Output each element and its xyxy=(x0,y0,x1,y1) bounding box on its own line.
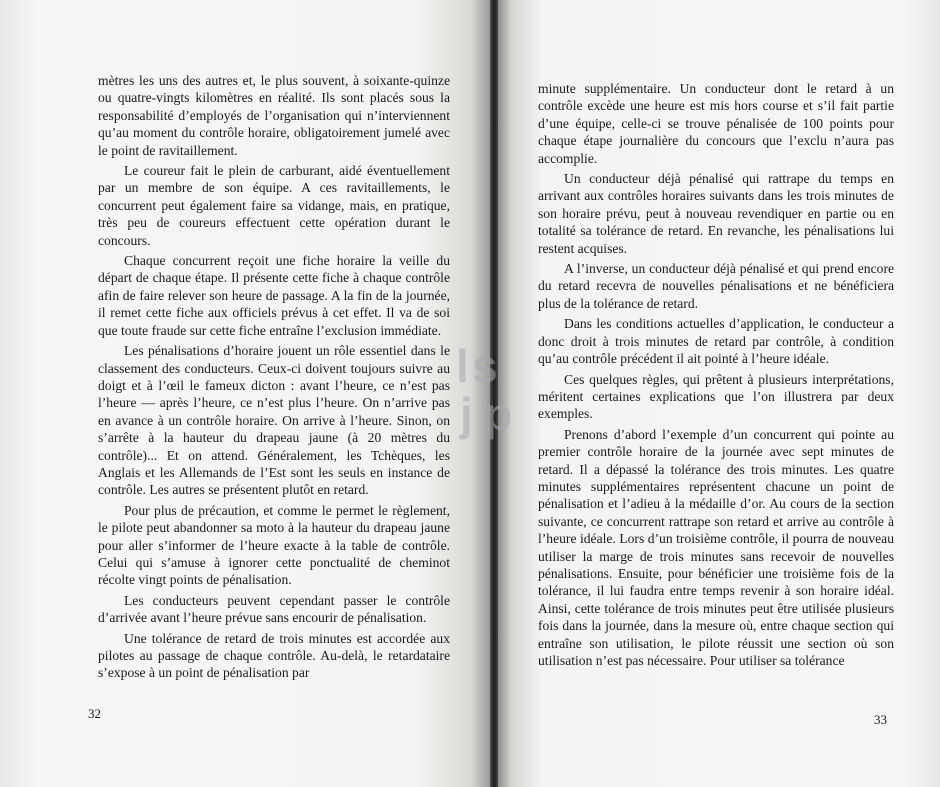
page-number: 33 xyxy=(874,712,887,727)
right-page-body xyxy=(538,80,894,672)
paragraph: Le coureur fait le plein de carburant, aidé éventuellement par un membre de son équipe. A ces ravitaillements, le concurrent peut également faire sa vidange, mais, en pratique, très peu de coureurs effectuent cette opération durant le concours. xyxy=(98,163,450,248)
paragraph: Les pénalisations d’horaire jouent un rôle essentiel dans le classement des conducteurs. Ceux-ci doivent toujours suivre au doigt et à l’œil le fameux dicton : avant l’heure, ce n’est pas l’heure — après l’heure, ce n’est plus l’heure. On n’arrive pas en avance à un contrôle horaire. On arrive à l’heure. Sinon, on s’arrête à la hauteur du drapeau jaune (à 20 mètres du contrôle)... Et on attend. Généralement, les Tchèques, les Anglais et les Allemands de l’Est sont les seuls en instance de contrôle. Les autres se présentent plutôt en retard. xyxy=(98,343,450,498)
paragraph: minute supplémentaire. Un conducteur dont le retard à un contrôle excède une heure est mis hors course et s’il fait partie d’une équipe, celle-ci se trouve pénalisée de 100 points pour chaque étape journalière du concours que l’exclu n’aura pas accomplie. xyxy=(538,81,894,166)
right-page xyxy=(498,0,940,787)
page-number: 32 xyxy=(88,706,101,721)
paragraph: Chaque concurrent reçoit une fiche horaire la veille du départ de chaque étape. Il présente cette fiche à chaque contrôle afin de faire relever son heure de passage. A la fin de la journée, il remet cette fiche aux officiels prévus à cet effet. Il va de soi que toute fraude sur cette fiche entraîne l’exclusion immédiate. xyxy=(98,253,450,338)
paragraph: Pour plus de précaution, et comme le permet le règlement, le pilote peut abandonner sa moto à la hauteur du drapeau jaune pour aller s’informer de l’heure exacte à la table de contrôle. Celui qui s’amuse à ignorer cette ponctualité de cheminot récolte vingt points de pénalisation. xyxy=(98,502,450,588)
paragraph: Ces quelques règles, qui prêtent à plusieurs interprétations, méritent certaines explications que l’on illustrera par deux exemples. xyxy=(538,371,894,422)
paragraph: Les conducteurs peuvent cependant passer le contrôle d’arrivée avant l’heure prévue sans encourir de pénalisation. xyxy=(98,592,450,626)
paragraph: mètres les uns des autres et, le plus souvent, à soixante-quinze ou quatre-vingts kilomètres en réalité. Ils sont placés sous la responsabilité d’employés de l’organisation qui n’interviennent qu’au moment du contrôle horaire, obligatoirement jumelé avec le point de ravitaillement. xyxy=(98,73,450,158)
paragraph: Dans les conditions actuelles d’application, le conducteur a donc droit à trois minutes de retard par contrôle, à condition qu’au contrôle précédent il ait pointé à l’heure idéale. xyxy=(538,316,894,367)
paragraph: Un conducteur déjà pénalisé qui rattrape du temps en arrivant aux contrôles horaires suivants dans les trois minutes de son horaire prévu, peut à nouveau revendiquer en partie ou en totalité sa tolérance de retard. En revanche, les pénalisations lui restent acquises. xyxy=(538,171,894,256)
left-page-body xyxy=(98,72,450,685)
paragraph: A l’inverse, un conducteur déjà pénalisé et qui prend encore du retard recevra de nouvelles pénalisations et ne bénéficiera plus de la tolérance de retard. xyxy=(538,261,894,311)
paragraph: Une tolérance de retard de trois minutes est accordée aux pilotes au passage de chaque contrôle. Au-delà, le retardataire s’expose à un point de pénalisation par xyxy=(98,630,450,681)
paragraph: Prenons d’abord l’exemple d’un concurrent qui pointe au premier contrôle horaire de la journée avec sept minutes de retard. Il a dépassé la tolérance des trois minutes. Les quatre minutes supplémentaires représentent chacune un point de pénalisation et l’adieu à la médaille d’or. Au cours de la section suivante, ce concurrent rattrape son retard et arrive au contrôle à l’heure idéale. Lors d’un troisième contrôle, il pourra de nouveau utiliser la marge de trois minutes sans recevoir de nouvelles pénalisations. Ensuite, pour bénéficier une troisième fois de la tolérance, il lui faudra entre temps revenir à son horaire idéal. Ainsi, cette tolérance de trois minutes peut être utilisée plusieurs fois dans la journée, dans la mesure où, entre chaque section qui entraîne son utilisation, le pilote réussit une section où son utilisation n’est pas nécessaire. Pour utiliser sa tolérance xyxy=(538,426,894,668)
watermark-stamp: l s j p xyxy=(456,340,513,440)
book-spine xyxy=(490,0,498,787)
